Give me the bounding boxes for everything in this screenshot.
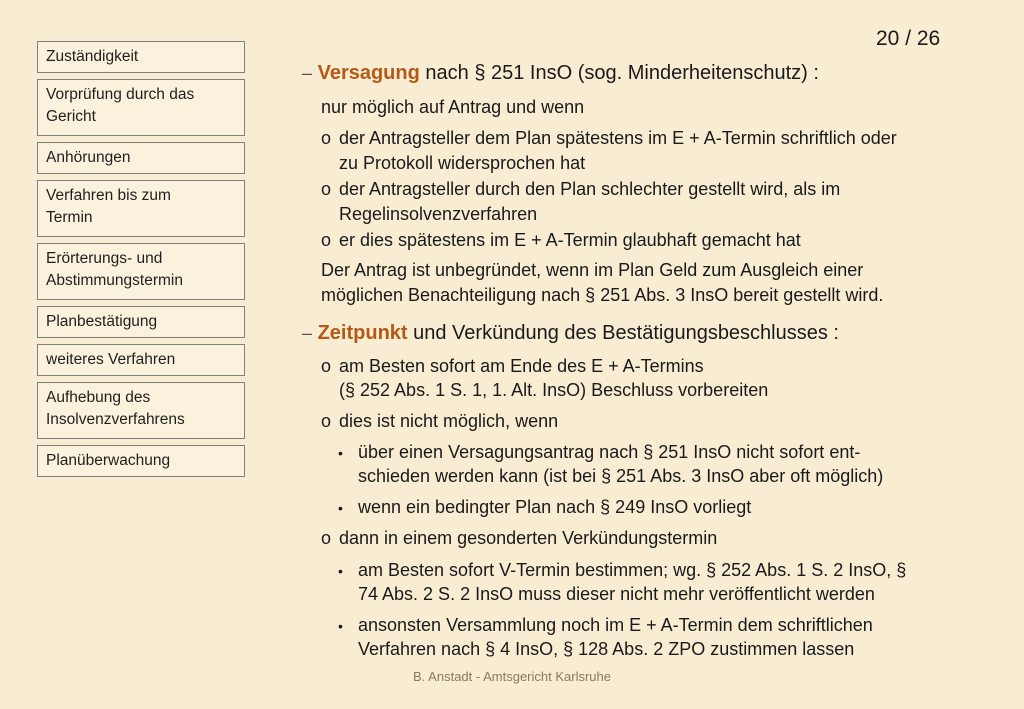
sub-list-item: [338, 615, 873, 636]
list-item-text: am Besten sofort am Ende des E + A-Termins: [339, 356, 704, 376]
nav-label-line2: Gericht: [46, 108, 96, 125]
list-item-text: der Antragsteller durch den Plan schlechter gestellt wird, als im: [339, 179, 841, 199]
nav-label: Verfahren bis zum: [46, 187, 171, 204]
paragraph: nur möglich auf Antrag und wenn: [321, 97, 585, 117]
sub-list-item-continuation: 74 Abs. 2 S. 2 InsO muss dieser nicht mehr veröffentlicht werden: [358, 584, 875, 604]
nav-label: Aufhebung des: [46, 389, 151, 406]
list-item-text: er dies spätestens im E + A-Termin glaubhaft gemacht hat: [339, 230, 801, 250]
nav-label: Anhörungen: [46, 149, 131, 166]
list-item: [321, 356, 704, 377]
list-item: [321, 411, 558, 432]
nav-label: Erörterungs- und: [46, 250, 163, 267]
nav-item-zustaendigkeit[interactable]: [37, 41, 245, 73]
page-number: 20 / 26: [876, 27, 941, 50]
section-heading-zeitpunkt: [302, 322, 839, 345]
dash-marker: –: [302, 63, 313, 83]
nav-item-vorpruefung[interactable]: [37, 79, 245, 136]
list-item: [321, 528, 717, 549]
list-item-continuation: (§ 252 Abs. 1 S. 1, 1. Alt. InsO) Beschluss vorbereiten: [339, 380, 769, 400]
nav-item-anhoerungen[interactable]: [37, 142, 245, 174]
list-item-continuation: zu Protokoll widersprochen hat: [339, 153, 586, 173]
nav-label: Zuständigkeit: [46, 48, 139, 65]
bullet-marker: •: [338, 500, 343, 516]
nav-label: Planüberwachung: [46, 452, 171, 469]
nav-item-eroerterungstermin[interactable]: [37, 243, 245, 300]
list-item-continuation: Regelinsolvenzverfahren: [339, 204, 538, 224]
list-item-text: der Antragsteller dem Plan spätestens im E + A-Termin schriftlich oder: [339, 128, 897, 148]
circle-marker: o: [321, 528, 332, 548]
nav-label-line2: Abstimmungstermin: [46, 272, 183, 289]
paragraph: Der Antrag ist unbegründet, wenn im Plan Geld zum Ausgleich einer: [321, 260, 864, 280]
sidebar-nav: [37, 41, 245, 483]
nav-label-line2: Termin: [46, 209, 93, 226]
nav-item-planueberwachung[interactable]: [37, 445, 245, 477]
sub-list-item: [338, 497, 751, 518]
nav-label: weiteres Verfahren: [46, 351, 176, 368]
list-item-text: dies ist nicht möglich, wenn: [339, 411, 559, 431]
nav-item-aufhebung[interactable]: [37, 382, 245, 439]
sub-list-item: [338, 442, 860, 463]
sub-list-item-text: am Besten sofort V-Termin bestimmen; wg. § 252 Abs. 1 S. 2 InsO, §: [358, 560, 907, 580]
heading-highlight: Versagung: [317, 62, 420, 84]
circle-marker: o: [321, 230, 332, 250]
list-item: [321, 128, 897, 149]
nav-item-planbestaetigung[interactable]: [37, 306, 245, 338]
nav-item-weiteres-verfahren[interactable]: [37, 344, 245, 376]
circle-marker: o: [321, 179, 332, 199]
sub-list-item-text: über einen Versagungsantrag nach § 251 InsO nicht sofort ent-: [358, 442, 861, 462]
dash-marker: –: [302, 323, 313, 343]
list-item: [321, 230, 801, 251]
footer-text: B. Anstadt - Amtsgericht Karlsruhe: [413, 669, 611, 684]
bullet-marker: •: [338, 563, 343, 579]
bullet-marker: •: [338, 618, 343, 634]
nav-label: Planbestätigung: [46, 313, 158, 330]
paragraph: möglichen Benachteiligung nach § 251 Abs. 3 InsO bereit gestellt wird.: [321, 285, 884, 305]
nav-label: Vorprüfung durch das: [46, 86, 195, 103]
circle-marker: o: [321, 356, 332, 376]
list-item-text: dann in einem gesonderten Verkündungstermin: [339, 528, 718, 548]
sub-list-item-continuation: Verfahren nach § 4 InsO, § 128 Abs. 2 ZPO zustimmen lassen: [358, 639, 855, 659]
heading-highlight: Zeitpunkt: [317, 322, 408, 344]
circle-marker: o: [321, 411, 332, 431]
nav-label-line2: Insolvenzverfahrens: [46, 411, 185, 428]
circle-marker: o: [321, 128, 332, 148]
sub-list-item-text: ansonsten Versammlung noch im E + A-Termin dem schriftlichen: [358, 615, 873, 635]
sub-list-item-text: wenn ein bedingter Plan nach § 249 InsO vorliegt: [358, 497, 752, 517]
section-heading-versagung: [302, 62, 819, 85]
list-item: [321, 179, 840, 200]
heading-text: und Verkündung des Bestätigungsbeschlusses :: [407, 322, 839, 344]
nav-item-verfahren-bis-termin[interactable]: [37, 180, 245, 237]
sub-list-item: [338, 560, 906, 581]
heading-text: nach § 251 InsO (sog. Minderheitenschutz) :: [419, 62, 819, 84]
sub-list-item-continuation: schieden werden kann (ist bei § 251 Abs. 3 InsO aber oft möglich): [358, 466, 884, 486]
bullet-marker: •: [338, 445, 343, 461]
